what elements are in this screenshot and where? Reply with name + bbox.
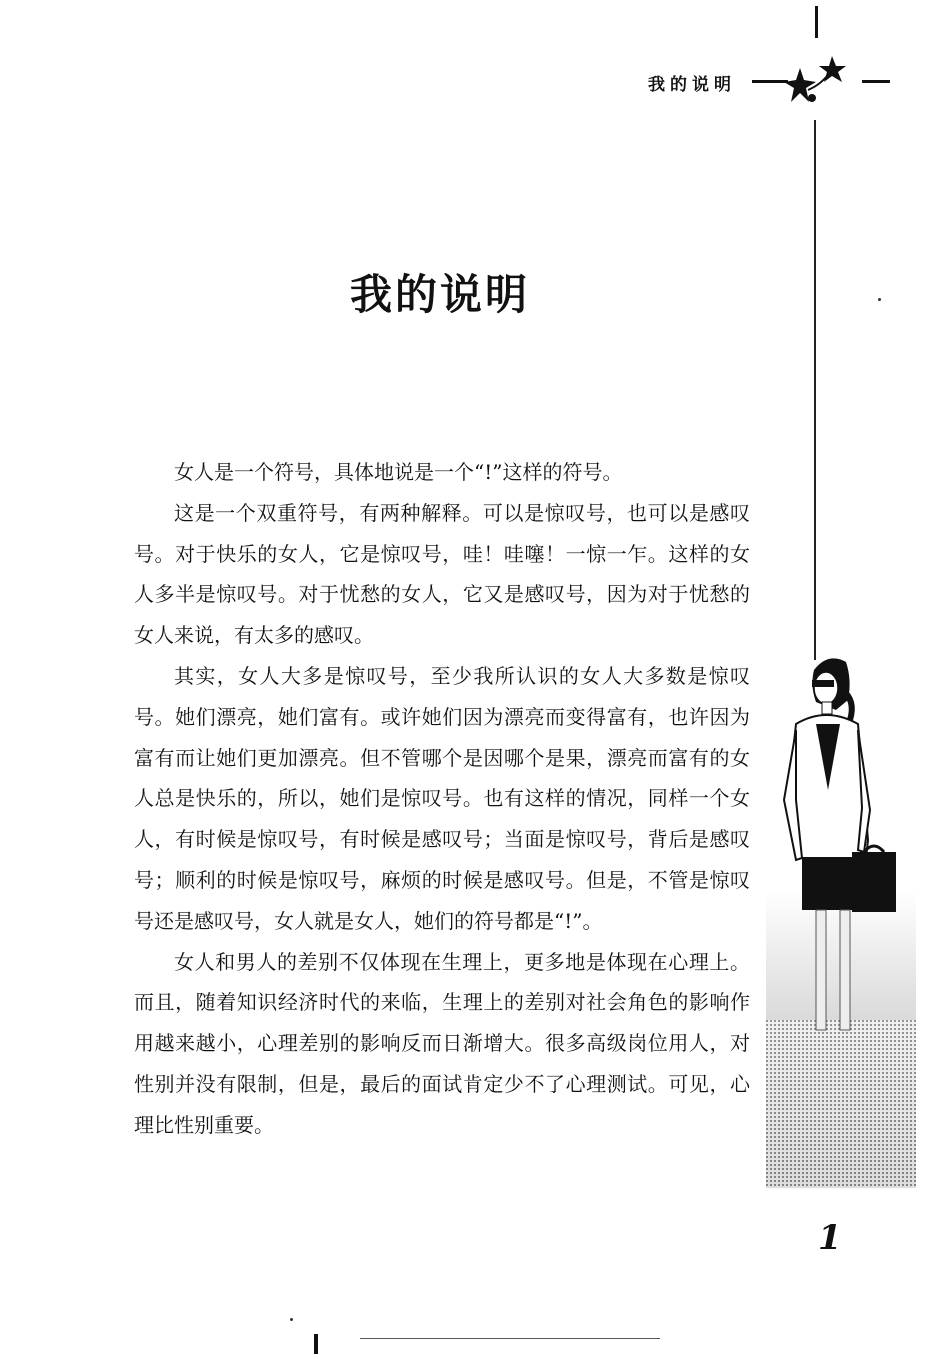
body-text (134, 452, 750, 1146)
bottom-rule (360, 1338, 660, 1339)
businesswoman-with-briefcase-icon (766, 640, 916, 1188)
print-speck (878, 298, 881, 301)
paragraph-2: 这是一个双重符号，有两种解释。可以是惊叹号，也可以是感叹号。对于快乐的女人，它是惊叹号，哇！哇噻！一惊一乍。这样的女人多半是惊叹号。对于忧愁的女人，它又是感叹号，因为对于忧愁的女人来说，有太多的感叹。 (134, 500, 750, 648)
paragraph-4: 女人和男人的差别不仅体现在生理上，更多地是体现在心理上。而且，随着知识经济时代的来临，生理上的差别对社会角色的影响作用越来越小，心理差别的影响反而日渐增大。很多高级岗位用人，对性别并没有限制，但是，最后的面试肯定少不了心理测试。可见，心理比性别重要。 (134, 949, 750, 1137)
paragraph-1: 女人是一个符号，具体地说是一个“!”这样的符号。 (174, 460, 623, 484)
chapter-title: 我的说明 (349, 270, 530, 319)
paragraph-3: 其实，女人大多是惊叹号，至少我所认识的女人大多数是惊叹号。她们漂亮，她们富有。或许她们因为漂亮而变得富有，也许因为富有而让她们更加漂亮。但不管哪个是因哪个是果，漂亮而富有的女人总是快乐的，所以，她们是惊叹号。也有这样的情况，同样一个女人，有时候是惊叹号，有时候是感叹号；当面是惊叹号，背后是感叹号；顺利的时候是惊叹号，麻烦的时候是感叹号。但是，不管是惊叹号还是感叹号，女人就是女人，她们的符号都是“!”。 (134, 663, 750, 933)
running-header-title: 我的说明 (648, 75, 736, 95)
page-number: 1 (818, 1218, 842, 1258)
header-dash-right (862, 80, 890, 83)
bottom-mark (314, 1334, 318, 1354)
print-speck (290, 1318, 293, 1321)
margin-vertical-rule (814, 120, 816, 660)
star-flower-icon (782, 50, 862, 112)
header-vertical-rule-top (815, 6, 818, 38)
